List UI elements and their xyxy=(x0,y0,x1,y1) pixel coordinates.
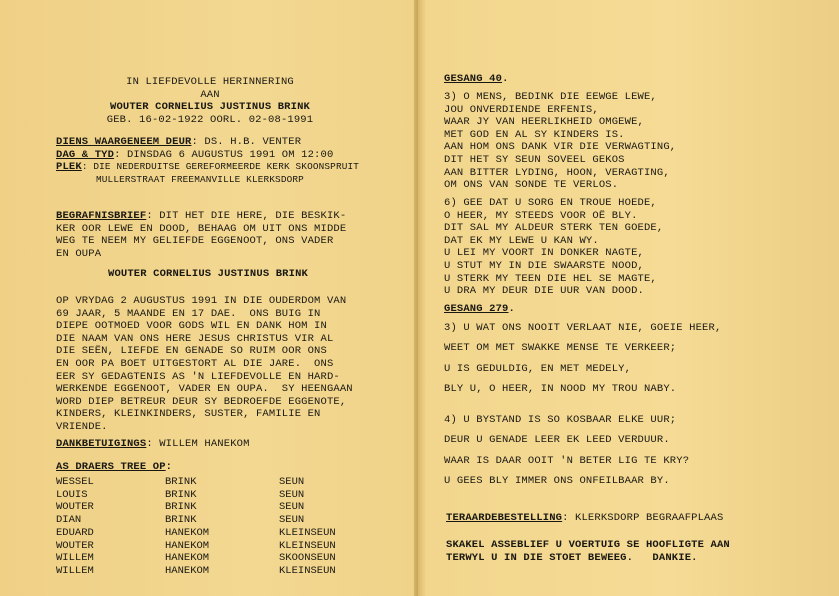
funeral-letter-line1: : DIT HET DIE HERE, DIE BESKIK- xyxy=(146,210,347,222)
bearer-first-name: DIAN xyxy=(56,514,82,527)
burial-value: : KLERKSDORP BEGRAAFPLAAS xyxy=(562,512,724,524)
datetime-label: DAG & TYD xyxy=(56,148,115,161)
bearer-relation: SEUN xyxy=(279,476,305,488)
place-line xyxy=(56,161,414,174)
bearer-surname: HANEKOM xyxy=(165,564,210,577)
place-value: : DIE NEDERDUITSE GEREFORMEERDE KERK SKOONSPRUIT xyxy=(81,161,360,173)
body-line: EER SY GEDAGTENIS AS 'N LIEFDEVOLLE EN HARD- xyxy=(56,370,340,383)
verse-line: OM ONS VAN SONDE TE VERLOS. xyxy=(444,179,619,192)
hymn2-title: GESANG 279 xyxy=(444,303,509,315)
hymn2-dot: . xyxy=(508,303,515,315)
bearer-row xyxy=(56,476,379,489)
hymn1-title: GESANG 40 xyxy=(444,73,503,85)
bearer-relation: SEUN xyxy=(279,514,305,527)
place-label: PLEK xyxy=(56,161,82,174)
notice-line: TERWYL U IN DIE STOET BEWEEG. DANKIE. xyxy=(446,551,698,564)
hymn1-heading xyxy=(444,73,509,86)
verse-line: DIT HET SY SEUN SOVEEL GEKOS xyxy=(444,153,625,166)
funeral-letter-line: KER OOR LEWE EN DOOD, BEHAAG OM UIT ONS MIDDE xyxy=(56,222,347,235)
bearer-relation: SKOONSEUN xyxy=(279,552,336,565)
hymn2-verse4 xyxy=(444,410,689,491)
bearers-colon: : xyxy=(165,461,173,473)
burial-line xyxy=(446,512,723,525)
officiant-label: DIENS WAARGENEEM DEUR xyxy=(56,136,192,148)
verse-line: BLY U, O HEER, IN NOOD MY TROU NABY. xyxy=(444,382,677,395)
bearer-first-name: WILLEM xyxy=(56,564,94,577)
thanks-label: DANKBETUIGINGS xyxy=(56,438,147,450)
bearer-surname: HANEKOM xyxy=(165,539,210,552)
bearer-first-name: WILLEM xyxy=(56,552,94,565)
right-page xyxy=(418,0,839,596)
funeral-letter-first-line xyxy=(56,210,414,223)
datetime-value: : DINSDAG 6 AUGUSTUS 1991 OM 12:00 xyxy=(114,148,334,161)
body-line: WORD DIEP BETREUR DEUR SY BEDROEFDE EGGENOTE, xyxy=(56,395,347,408)
memorial-aan: AAN xyxy=(200,88,220,101)
bearer-surname: BRINK xyxy=(165,514,197,527)
thanks-value: : WILLEM HANEKOM xyxy=(146,438,250,450)
thanks-line xyxy=(56,438,250,451)
verse-line: U DRA MY DEUR DIE UUR VAN DOOD. xyxy=(444,285,644,298)
verse-line: WEET OM MET SWAKKE MENSE TE VERKEER; xyxy=(444,342,677,355)
memorial-line: IN LIEFDEVOLLE HERINNERING xyxy=(126,76,294,88)
bearer-row xyxy=(56,565,379,578)
body-line: OP VRYDAG 2 AUGUSTUS 1991 IN DIE OUDERDOM VAN xyxy=(56,295,347,307)
datetime-line xyxy=(56,149,414,162)
body-line: KINDERS, KLEINKINDERS, SUSTER, FAMILIE EN xyxy=(56,408,321,421)
bearer-relation: KLEINSEUN xyxy=(279,539,336,552)
body-line: DIE SEËN, LIEFDE EN GENADE SO RUIM OOR ONS xyxy=(56,345,327,358)
verse-line: JOU ONVERDIENDE ERFENIS, xyxy=(444,103,599,116)
funeral-letter xyxy=(56,210,414,260)
memorial-header xyxy=(60,76,360,126)
bearers-heading xyxy=(56,461,172,474)
bearer-first-name: EDUARD xyxy=(56,526,94,539)
bearer-surname: BRINK xyxy=(165,476,197,488)
bearer-surname: HANEKOM xyxy=(165,552,210,565)
verse-line: AAN BITTER LYDING, HOON, VERAGTING, xyxy=(444,166,670,179)
bearer-row xyxy=(56,514,379,527)
verse-line: U GEES BLY IMMER ONS ONFEILBAAR BY. xyxy=(444,474,670,487)
bearer-relation: KLEINSEUN xyxy=(279,564,336,577)
life-dates: GEB. 16-02-1922 OORL. 02-08-1991 xyxy=(106,113,314,126)
hymn1-verse6 xyxy=(444,197,663,298)
headlights-notice xyxy=(446,539,730,564)
officiant-value: : DS. H.B. VENTER xyxy=(191,136,302,148)
bearer-row xyxy=(56,501,379,514)
bearer-surname: HANEKOM xyxy=(165,526,210,539)
bearer-relation: KLEINSEUN xyxy=(279,526,336,539)
funeral-letter-label: BEGRAFNISBRIEF xyxy=(56,210,147,222)
bearer-relation: SEUN xyxy=(279,501,305,514)
body-line: DIE NAAM VAN ONS HERE JESUS CHRISTUS VIR AL xyxy=(56,332,334,345)
officiant-line xyxy=(56,136,414,149)
hymn1-verse3 xyxy=(444,91,676,192)
verse-line: WAAR JY VAN HEERLIKHEID OMGEWE, xyxy=(444,116,644,129)
bearer-row xyxy=(56,527,379,540)
body-line: WERKENDE EGGENOOT, VADER EN OUPA. SY HEENGAAN xyxy=(56,383,353,396)
verse-line: O HEER, MY STEEDS VOOR OË BLY. xyxy=(444,209,638,222)
body-line: 69 JAAR, 5 MAANDE EN 17 DAE. ONS BUIG IN xyxy=(56,307,321,320)
verse-line: U LEI MY VOORT IN DONKER NAGTE, xyxy=(444,247,644,260)
verse-line: 6) GEE DAT U SORG EN TROUE HOEDE, xyxy=(444,197,657,209)
deceased-name: WOUTER CORNELIUS JUSTINUS BRINK xyxy=(110,101,310,114)
verse-line: U IS GEDULDIG, EN MET MEDELY, xyxy=(444,362,632,375)
notice-line: SKAKEL ASSEBLIEF U VOERTUIG SE HOOFLIGTE AAN xyxy=(446,539,730,551)
body-line: VRIENDE. xyxy=(56,420,108,433)
verse-line: AAN HOM ONS DANK VIR DIE VERWAGTING, xyxy=(444,141,677,154)
funeral-letter-body xyxy=(56,295,414,434)
bearer-row xyxy=(56,489,379,502)
hymn1-dot: . xyxy=(502,73,509,85)
body-line: DIEPE OOTMOED VOOR GODS WIL EN DANK HOM IN xyxy=(56,320,327,333)
verse-line: DEUR U GENADE LEER EK LEED VERDUUR. xyxy=(444,434,670,447)
bearers-table xyxy=(56,476,379,578)
bearer-row xyxy=(56,540,379,553)
verse-line: DIT SAL MY ALDEUR STERK TEN GOEDE, xyxy=(444,222,664,235)
funeral-letter-line: EN OUPA xyxy=(56,247,102,260)
verse-line: U STUT MY IN DIE SWAARSTE NOOD, xyxy=(444,259,644,272)
bearer-row xyxy=(56,552,379,565)
verse-line: U STERK MY TEEN DIE HEL SE MAGTE, xyxy=(444,272,657,285)
bearer-first-name: WOUTER xyxy=(56,501,94,514)
bearer-surname: BRINK xyxy=(165,488,197,501)
bearers-label: AS DRAERS TREE OP xyxy=(56,461,166,473)
left-page xyxy=(0,0,414,596)
service-details xyxy=(56,136,414,186)
funeral-letter-name: WOUTER CORNELIUS JUSTINUS BRINK xyxy=(108,268,308,280)
hymn2-heading xyxy=(444,303,515,316)
hymn2-verse3 xyxy=(444,318,721,399)
funeral-letter-line: WEG TE NEEM MY GELIEFDE EGGENOOT, ONS VADER xyxy=(56,235,334,248)
burial-label: TERAARDEBESTELLING xyxy=(446,512,563,524)
place-line-2: MULLERSTRAAT FREEMANVILLE KLERKSDORP xyxy=(96,173,304,185)
verse-line: MET GOD EN AL SY KINDERS IS. xyxy=(444,128,625,141)
verse-line: WAAR IS DAAR OOIT 'N BETER LIG TE KRY? xyxy=(444,454,690,467)
bearer-first-name: WOUTER xyxy=(56,539,94,552)
body-line: EN OOR PA BOET UITGESTORT AL DIE JARE. ONS xyxy=(56,357,334,370)
bearer-surname: BRINK xyxy=(165,501,197,514)
bearer-relation: SEUN xyxy=(279,488,305,501)
bearer-first-name: WESSEL xyxy=(56,476,94,488)
verse-line: DAT EK MY LEWE U KAN WY. xyxy=(444,234,599,247)
bearer-first-name: LOUIS xyxy=(56,488,88,501)
verse-line: 4) U BYSTAND IS SO KOSBAAR ELKE UUR; xyxy=(444,414,677,426)
verse-line: 3) U WAT ONS NOOIT VERLAAT NIE, GOEIE HEER, xyxy=(444,322,722,334)
verse-line: 3) O MENS, BEDINK DIE EEWGE LEWE, xyxy=(444,91,657,103)
